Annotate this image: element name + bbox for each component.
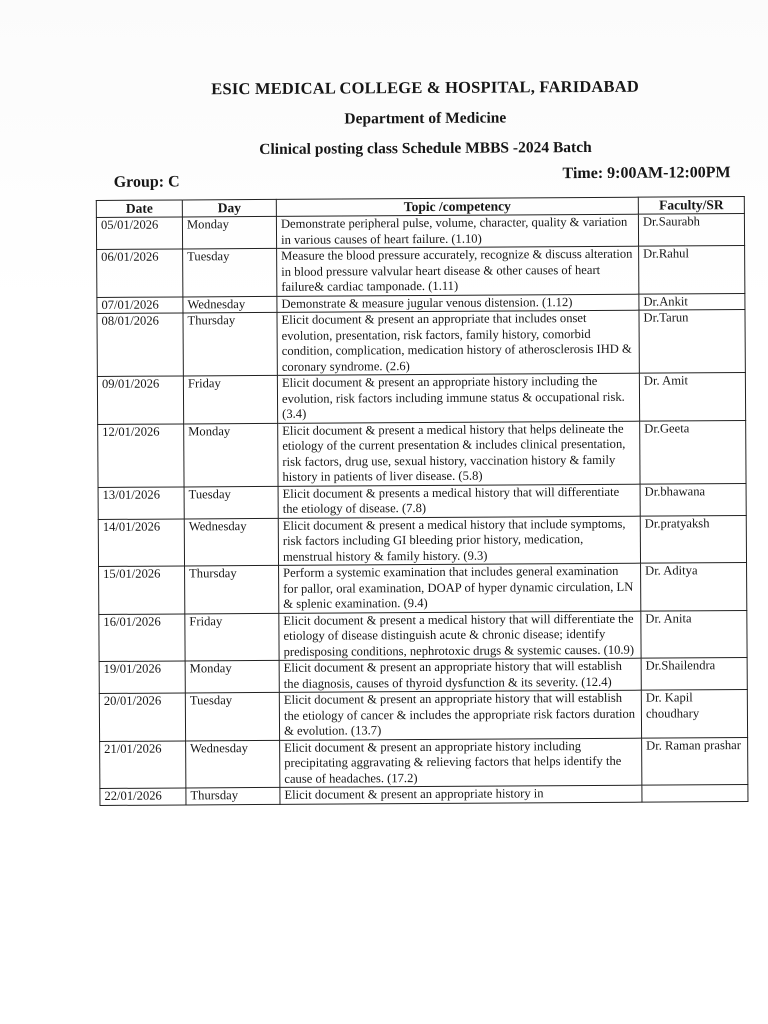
day-cell: Tuesday <box>183 248 277 296</box>
day-cell: Thursday <box>186 787 280 804</box>
faculty-cell: Dr. Anita <box>641 610 747 658</box>
topic-cell: Demonstrate peripheral pulse, volume, character, quality & variation in various causes of heart failure. (1.10) <box>276 214 638 248</box>
faculty-cell: Dr.Shailendra <box>641 658 747 691</box>
day-cell: Wednesday <box>183 296 277 313</box>
date-cell: 08/01/2026 <box>97 313 183 377</box>
date-cell: 16/01/2026 <box>99 613 185 661</box>
faculty-cell: Dr. Raman prashar <box>642 737 748 785</box>
topic-cell: Elicit document & present an appropriate history including precipitating aggravating & relieving factors that helps identify the cause of headaches. (17.2) <box>280 738 642 788</box>
topic-cell: Demonstrate & measure jugular venous distension. (1.12) <box>277 294 639 313</box>
day-cell: Tuesday <box>184 486 278 519</box>
table-row <box>97 310 745 377</box>
column-header-topic: Topic /competency <box>276 197 638 216</box>
day-cell: Thursday <box>183 312 277 376</box>
table-row <box>98 483 746 519</box>
faculty-cell: Dr.Geeta <box>640 420 746 484</box>
faculty-cell: Dr.pratyaksh <box>640 515 746 563</box>
schedule-sheet <box>95 66 759 806</box>
day-cell: Monday <box>182 216 276 249</box>
table-row <box>100 737 748 788</box>
schedule-title: Clinical posting class Schedule MBBS -2024 Batch <box>259 138 592 158</box>
topic-cell: Elicit document & present an appropriate history that will establish the etiology of cancer & includes the appropriate risk factors duration & evolution. (13.7) <box>279 690 641 740</box>
time-label: Time: 9:00AM-12:00PM <box>562 164 731 183</box>
column-header-faculty: Faculty/SR <box>638 197 744 215</box>
date-cell: 05/01/2026 <box>96 217 182 250</box>
table-row <box>97 373 745 424</box>
topic-cell: Elicit document & present a medical history that will differentiate the etiology of disease distinguish acute & chronic disease; identify predisposing conditions, nephrotoxic drugs & systemic causes. (10.9) <box>279 611 641 661</box>
day-cell: Wednesday <box>186 740 280 788</box>
date-cell: 20/01/2026 <box>99 693 185 741</box>
date-cell: 22/01/2026 <box>100 788 186 805</box>
date-cell: 14/01/2026 <box>98 518 184 566</box>
day-cell: Monday <box>184 423 278 487</box>
table-row <box>100 785 748 805</box>
topic-cell: Elicit document & present an appropriate that includes onset evolution, presentation, risk factors, family history, comorbid condition, complication, medication history of atherosclerosis IHD & coronary syndrome. (2.6) <box>277 310 639 375</box>
table-row <box>98 420 746 487</box>
date-cell: 06/01/2026 <box>97 249 183 297</box>
faculty-cell: Dr. Kapil choudhary <box>641 690 747 738</box>
day-cell: Thursday <box>185 565 279 613</box>
table-row <box>99 690 747 741</box>
faculty-cell: Dr.Ankit <box>639 293 745 310</box>
faculty-cell: Dr.Saurabh <box>638 214 744 247</box>
topic-cell: Elicit document & present a medical history that helps delineate the etiology of the current presentation & includes clinical presentation, risk factors, drug use, sexual history, vaccination history & family history in patients of liver disease. (5.8) <box>278 421 640 486</box>
table-row <box>99 563 747 614</box>
date-cell: 21/01/2026 <box>100 740 186 788</box>
faculty-cell: Dr.Rahul <box>639 246 745 294</box>
day-cell: Wednesday <box>184 518 278 566</box>
topic-cell: Elicit document & present an appropriate history that will establish the diagnosis, causes of thyroid dysfunction & its severity. (12.4) <box>279 658 641 692</box>
table-row <box>97 246 745 297</box>
schedule-table-body <box>96 214 748 805</box>
topic-cell: Measure the blood pressure accurately, recognize & discuss alteration in blood pressure valvular heart disease & other causes of heart failure& cardiac tamponade. (1.11) <box>277 246 639 296</box>
faculty-cell: Dr. Aditya <box>641 563 747 611</box>
schedule-table <box>96 196 749 805</box>
institution-title: ESIC MEDICAL COLLEGE & HOSPITAL, FARIDABAD <box>211 76 640 99</box>
date-cell: 07/01/2026 <box>97 296 183 313</box>
column-header-date: Date <box>96 200 182 218</box>
column-header-day: Day <box>182 199 276 217</box>
date-cell: 09/01/2026 <box>97 376 183 424</box>
day-cell: Monday <box>185 660 279 693</box>
schedule-meta <box>96 166 756 196</box>
day-cell: Friday <box>185 613 279 661</box>
table-row <box>98 515 746 566</box>
faculty-cell: Dr.bhawana <box>640 483 746 516</box>
day-cell: Friday <box>183 375 277 423</box>
topic-cell: Elicit document & present an appropriate history in <box>280 785 642 804</box>
date-cell: 19/01/2026 <box>99 661 185 694</box>
table-row <box>99 610 747 661</box>
faculty-cell: Dr. Amit <box>639 373 745 421</box>
date-cell: 13/01/2026 <box>98 486 184 519</box>
topic-cell: Elicit document & present an appropriate history including the evolution, risk factors including immune status & occupational risk. (3.4) <box>277 373 639 423</box>
faculty-cell <box>642 785 748 802</box>
topic-cell: Elicit document & present a medical history that include symptoms, risk factors including GI bleeding prior history, medication, menstrual history & family history. (9.3) <box>278 516 640 566</box>
topic-cell: Elicit document & presents a medical history that will differentiate the etiology of disease. (7.8) <box>278 484 640 518</box>
table-row <box>99 658 747 694</box>
date-cell: 12/01/2026 <box>98 423 184 487</box>
day-cell: Tuesday <box>185 692 279 740</box>
department-title: Department of Medicine <box>344 109 507 128</box>
topic-cell: Perform a systemic examination that includes general examination for pallor, oral examination, DOAP of hyper dynamic circulation, LN & splenic examination. (9.4) <box>279 563 641 613</box>
date-cell: 15/01/2026 <box>99 566 185 614</box>
group-label: Group: C <box>113 173 180 191</box>
table-row <box>96 214 744 250</box>
faculty-cell: Dr.Tarun <box>639 310 745 374</box>
